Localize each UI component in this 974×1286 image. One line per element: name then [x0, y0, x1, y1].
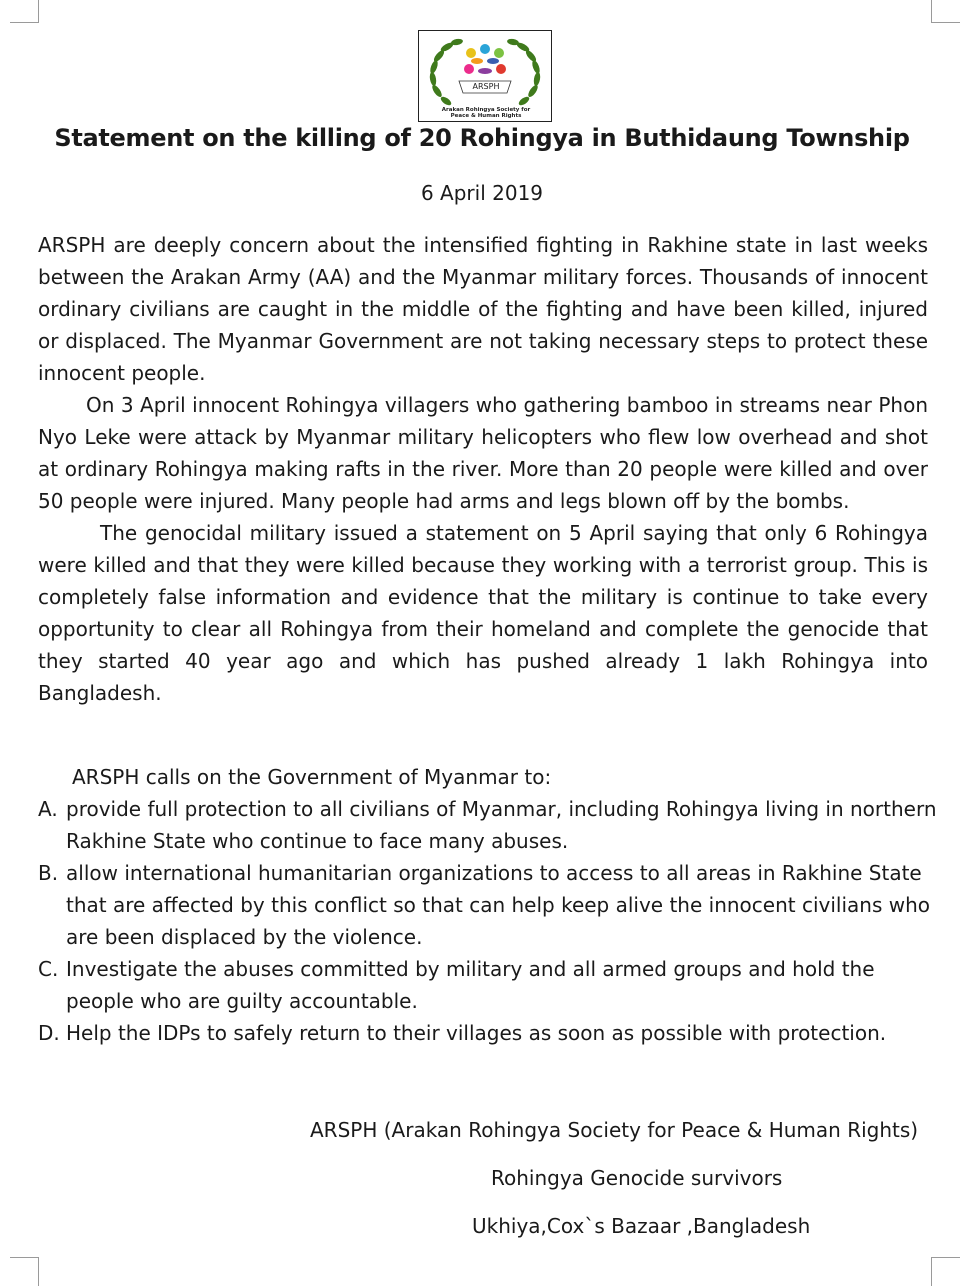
- statement-body: [38, 229, 928, 709]
- call-marker: D.: [38, 1021, 60, 1045]
- statement-date: 6 April 2019: [420, 181, 544, 205]
- call-text: provide full protection to all civilians of Myanmar, including Rohingya living in northern Rakhine State who continue to face many abuses.: [66, 797, 937, 853]
- call-item: [38, 1017, 938, 1049]
- call-item: [38, 953, 938, 1017]
- statement-title: Statement on the killing of 20 Rohingya in Buthidaung Township: [54, 124, 910, 152]
- crop-mark-bottom-right: [931, 1257, 960, 1286]
- call-marker: C.: [38, 957, 59, 981]
- paragraph-2: On 3 April innocent Rohingya villagers who gathering bamboo in streams near Phon Nyo Leke were attack by Myanmar military helicopters who flew low overhead and shot at ordinary Rohingya making rafts in the river. More than 20 people were killed and over 50 people were injured. Many people had arms and legs blown off by the bombs.: [38, 393, 928, 513]
- call-item: [38, 857, 938, 953]
- calls-section: [38, 761, 938, 1049]
- signature-location: Ukhiya,Cox`s Bazaar ,Bangladesh: [472, 1214, 811, 1238]
- call-marker: A.: [38, 797, 58, 821]
- paragraph-1: ARSPH are deeply concern about the intensified fighting in Rakhine state in last weeks between the Arakan Army (AA) and the Myanmar military forces. Thousands of innocent ordinary civilians are caught in the middle of the fighting and have been killed, injured or displaced. The Myanmar Government are not taking necessary steps to protect these innocent people.: [38, 233, 928, 385]
- logo-abbreviation: ARSPH: [472, 82, 500, 91]
- crop-mark-top-left: [10, 0, 39, 23]
- organization-logo: [418, 30, 552, 122]
- call-marker: B.: [38, 861, 59, 885]
- signature-organization: ARSPH (Arakan Rohingya Society for Peace & Human Rights): [310, 1118, 919, 1142]
- call-text: allow international humanitarian organizations to access to all areas in Rakhine State that are affected by this conflict so that can help keep alive the innocent civilians who are been displaced by the violence.: [66, 861, 931, 949]
- crop-mark-bottom-left: [10, 1257, 39, 1286]
- call-text: Help the IDPs to safely return to their villages as soon as possible with protection.: [66, 1021, 887, 1045]
- call-item: [38, 793, 938, 857]
- crop-mark-top-right: [931, 0, 960, 23]
- paragraph-3: The genocidal military issued a statement on 5 April saying that only 6 Rohingya were killed and that they were killed because they working with a terrorist group. This is completely false information and evidence that the military is continue to take every opportunity to clear all Rohingya from their homeland and complete the genocide that they started 40 year ago and which has pushed already 1 lakh Rohingya into Bangladesh.: [38, 521, 928, 705]
- call-text: Investigate the abuses committed by military and all armed groups and hold the people who are guilty accountable.: [66, 957, 875, 1013]
- calls-intro: ARSPH calls on the Government of Myanmar to:: [72, 765, 552, 789]
- signature-group: Rohingya Genocide survivors: [491, 1166, 783, 1190]
- logo-full-name: Arakan Rohingya Society for Peace & Human Rights: [441, 107, 531, 119]
